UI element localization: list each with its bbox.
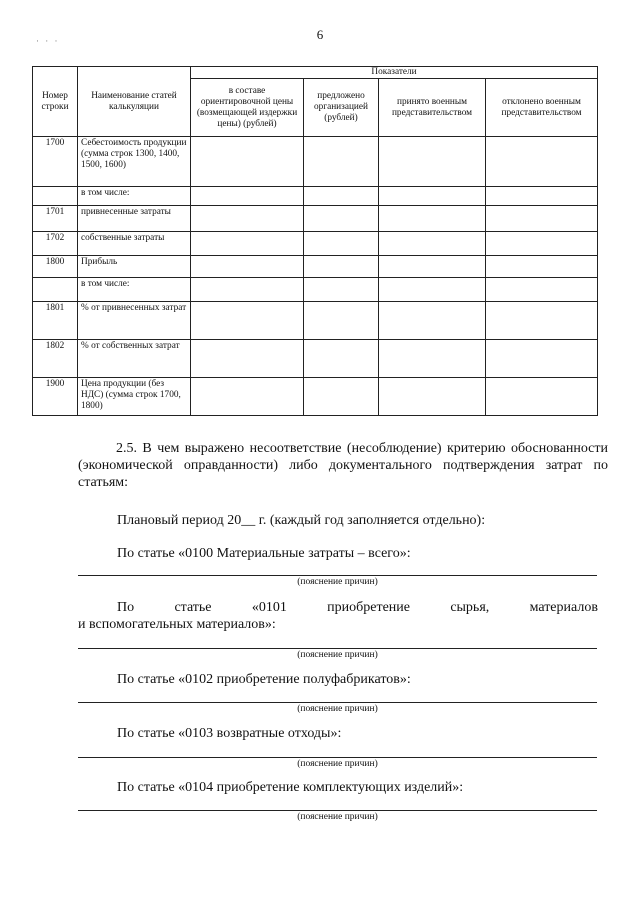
- word: По: [117, 600, 135, 615]
- row-code: 1800: [33, 256, 78, 278]
- row-item-name: в том числе:: [78, 187, 191, 206]
- row-item-name: в том числе:: [78, 278, 191, 302]
- value-cell[interactable]: [379, 302, 486, 340]
- value-cell[interactable]: [191, 378, 304, 416]
- value-cell[interactable]: [379, 256, 486, 278]
- header-approx-price: в составе ориентировочной цены (возмещающей издержки цены) (рублей): [191, 79, 304, 137]
- value-cell[interactable]: [486, 256, 598, 278]
- value-cell[interactable]: [379, 137, 486, 187]
- word: приобретение: [327, 600, 410, 615]
- value-cell[interactable]: [486, 278, 598, 302]
- value-cell[interactable]: [304, 278, 379, 302]
- row-code: 1701: [33, 206, 78, 232]
- article-0102: По статье «0102 приобретение полуфабрикатов»:: [117, 672, 411, 687]
- row-item-name: % от привнесенных затрат: [78, 302, 191, 340]
- value-cell[interactable]: [379, 232, 486, 256]
- article-0103: По статье «0103 возвратные отходы»:: [117, 726, 342, 741]
- value-cell[interactable]: [304, 302, 379, 340]
- table-row: [33, 187, 598, 206]
- row-code: [33, 187, 78, 206]
- row-item-name: Себестоимость продукции (сумма строк 1300, 1400, 1500, 1600): [78, 137, 191, 187]
- value-cell[interactable]: [304, 137, 379, 187]
- caption-0100: (пояснение причин): [297, 577, 378, 587]
- row-code: 1702: [33, 232, 78, 256]
- table-row: [33, 137, 598, 187]
- word: сырья,: [450, 600, 490, 615]
- section-2-5: [78, 440, 608, 491]
- value-cell[interactable]: [486, 137, 598, 187]
- answer-line-0103[interactable]: [78, 757, 597, 758]
- scan-specks: · · ·: [36, 36, 60, 46]
- header-accepted: принято военным представительством: [379, 79, 486, 137]
- section-2-5-text: 2.5. В чем выражено несоответствие (несоблюдение) критерию обоснованности (экономической оправданности) либо документального подтверждения затрат по статьям:: [78, 441, 608, 490]
- table-row: [33, 378, 598, 416]
- header-row-number: Номер строки: [33, 67, 78, 137]
- value-cell[interactable]: [191, 302, 304, 340]
- caption-0103: (пояснение причин): [297, 759, 378, 769]
- value-cell[interactable]: [486, 187, 598, 206]
- value-cell[interactable]: [191, 137, 304, 187]
- value-cell[interactable]: [304, 232, 379, 256]
- planned-period: Плановый период 20__ г. (каждый год заполняется отдельно):: [117, 513, 486, 528]
- row-item-name: Прибыль: [78, 256, 191, 278]
- value-cell[interactable]: [379, 187, 486, 206]
- value-cell[interactable]: [304, 206, 379, 232]
- header-item-name: Наименование статей калькуляции: [78, 67, 191, 137]
- row-code: 1700: [33, 137, 78, 187]
- value-cell[interactable]: [304, 187, 379, 206]
- value-cell[interactable]: [379, 206, 486, 232]
- caption-0101: (пояснение причин): [297, 650, 378, 660]
- row-code: [33, 278, 78, 302]
- answer-line-0104[interactable]: [78, 810, 597, 811]
- value-cell[interactable]: [486, 206, 598, 232]
- caption-0102: (пояснение причин): [297, 704, 378, 714]
- table-row: [33, 302, 598, 340]
- word: материалов: [529, 600, 598, 615]
- header-proposed: предложено организацией (рублей): [304, 79, 379, 137]
- value-cell[interactable]: [191, 187, 304, 206]
- value-cell[interactable]: [191, 206, 304, 232]
- word: статье: [174, 600, 212, 615]
- table-row: [33, 340, 598, 378]
- value-cell[interactable]: [379, 378, 486, 416]
- value-cell[interactable]: [191, 278, 304, 302]
- article-0100: По статье «0100 Материальные затраты – всего»:: [117, 546, 411, 561]
- row-item-name: % от собственных затрат: [78, 340, 191, 378]
- answer-line-0101[interactable]: [78, 648, 597, 649]
- table-row: [33, 232, 598, 256]
- article-0104: По статье «0104 приобретение комплектующих изделий»:: [117, 780, 464, 795]
- value-cell[interactable]: [304, 256, 379, 278]
- article-0101-line1: [78, 599, 598, 616]
- table-row: [33, 278, 598, 302]
- answer-line-0102[interactable]: [78, 702, 597, 703]
- calculation-table: [32, 66, 598, 416]
- header-rejected: отклонено военным представительством: [486, 79, 598, 137]
- table-row: [33, 206, 598, 232]
- row-code: 1801: [33, 302, 78, 340]
- row-code: 1900: [33, 378, 78, 416]
- table-row: [33, 256, 598, 278]
- value-cell[interactable]: [191, 340, 304, 378]
- row-item-name: собственные затраты: [78, 232, 191, 256]
- value-cell[interactable]: [486, 232, 598, 256]
- value-cell[interactable]: [304, 378, 379, 416]
- caption-0104: (пояснение причин): [297, 812, 378, 822]
- value-cell[interactable]: [486, 340, 598, 378]
- answer-line-0100[interactable]: [78, 575, 597, 576]
- value-cell[interactable]: [304, 340, 379, 378]
- article-0101: [78, 599, 598, 633]
- row-code: 1802: [33, 340, 78, 378]
- value-cell[interactable]: [379, 278, 486, 302]
- header-indicators: Показатели: [191, 67, 598, 79]
- row-item-name: Цена продукции (без НДС) (сумма строк 1700, 1800): [78, 378, 191, 416]
- value-cell[interactable]: [486, 302, 598, 340]
- value-cell[interactable]: [191, 256, 304, 278]
- word: «0101: [251, 600, 287, 615]
- value-cell[interactable]: [486, 378, 598, 416]
- page-number: 6: [316, 27, 324, 42]
- article-0101-line2: и вспомогательных материалов»:: [78, 617, 276, 632]
- value-cell[interactable]: [379, 340, 486, 378]
- row-item-name: привнесенные затраты: [78, 206, 191, 232]
- value-cell[interactable]: [191, 232, 304, 256]
